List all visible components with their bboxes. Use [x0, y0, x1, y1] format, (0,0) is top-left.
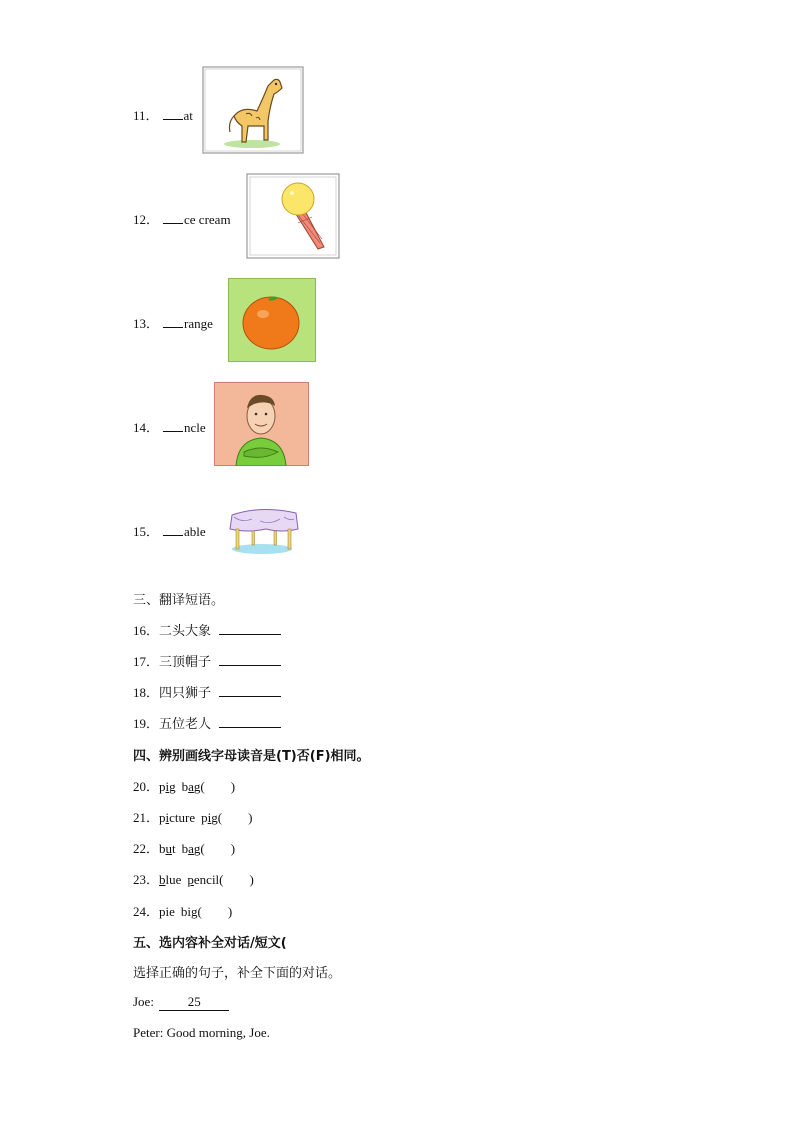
answer-blank[interactable] — [163, 316, 183, 328]
question-15 — [133, 521, 206, 540]
section-3-title: 三、翻译短语。 — [133, 593, 225, 608]
blank-number: 25 — [187, 994, 201, 1009]
phrase: 三顶帽子 — [159, 655, 212, 670]
answer-blank[interactable] — [163, 212, 183, 224]
answer-blank[interactable] — [163, 108, 183, 120]
question-16 — [133, 620, 281, 639]
answer-parentheses[interactable]: ( ) — [200, 841, 236, 856]
section-5-title: 五、选内容补全对话/短文( — [133, 936, 287, 951]
question-17 — [133, 651, 281, 670]
word-suffix: at — [183, 108, 193, 123]
answer-line[interactable] — [219, 715, 281, 728]
word-2: pencil — [187, 872, 220, 887]
section-5-instruction: 选择正确的句子，补全下面的对话。 — [133, 966, 342, 981]
orange-picture — [228, 278, 316, 362]
word-1: picture — [159, 810, 196, 825]
answer-blank[interactable] — [163, 420, 183, 432]
question-number: 21． — [133, 810, 160, 825]
phrase: 五位老人 — [159, 717, 212, 732]
question-number: 22． — [133, 841, 160, 856]
dialog-line-peter: Peter: Good morning, Joe. — [133, 1025, 270, 1040]
phrase: 四只狮子 — [159, 686, 212, 701]
question-number: 19． — [133, 716, 160, 731]
table-picture — [222, 503, 304, 558]
question-number: 11． — [133, 108, 159, 123]
word-2: pig — [201, 810, 218, 825]
question-23 — [133, 869, 254, 888]
word-1: pig — [159, 779, 176, 794]
question-24 — [133, 901, 232, 920]
answer-parentheses[interactable]: ( ) — [219, 872, 254, 887]
word-1: but — [159, 841, 176, 856]
question-number: 16． — [133, 623, 160, 638]
answer-blank-25[interactable] — [159, 994, 229, 1011]
answer-parentheses[interactable]: ( ) — [200, 779, 236, 794]
word-suffix: range — [184, 316, 213, 331]
section-4-title: 四、辨别画线字母读音是(T)否(F)相同。 — [133, 749, 370, 764]
uncle-picture — [214, 382, 309, 466]
question-12 — [133, 209, 231, 228]
question-number: 13． — [133, 316, 160, 331]
question-14 — [133, 417, 206, 436]
phrase: 二头大象 — [159, 624, 212, 639]
answer-line[interactable] — [219, 684, 281, 697]
question-20 — [133, 776, 235, 795]
question-number: 12． — [133, 212, 160, 227]
answer-parentheses[interactable]: ( ) — [197, 904, 233, 919]
answer-blank[interactable] — [163, 524, 183, 536]
question-11 — [133, 105, 193, 124]
speaker: Joe: — [133, 994, 154, 1009]
word-1: pie — [159, 904, 175, 919]
answer-parentheses[interactable]: ( ) — [217, 810, 253, 825]
dialog-line-joe — [133, 994, 229, 1011]
camel-picture — [202, 66, 304, 154]
word-2: bag — [181, 779, 201, 794]
question-number: 17． — [133, 654, 160, 669]
question-number: 14． — [133, 420, 160, 435]
question-18 — [133, 682, 281, 701]
question-22 — [133, 838, 235, 857]
question-number: 18． — [133, 685, 160, 700]
answer-line[interactable] — [219, 622, 281, 635]
question-number: 23． — [133, 872, 160, 887]
question-number: 20． — [133, 779, 160, 794]
word-suffix: able — [184, 524, 206, 539]
question-number: 24． — [133, 904, 160, 919]
word-suffix: ncle — [184, 420, 206, 435]
answer-line[interactable] — [219, 653, 281, 666]
ice-cream-picture — [246, 173, 340, 259]
word-1: blue — [159, 872, 182, 887]
word-suffix: ce cream — [184, 212, 231, 227]
question-13 — [133, 313, 213, 332]
word-2: bag — [181, 841, 201, 856]
question-19 — [133, 713, 281, 732]
question-number: 15． — [133, 524, 160, 539]
word-2: big — [180, 904, 198, 919]
question-21 — [133, 807, 252, 826]
